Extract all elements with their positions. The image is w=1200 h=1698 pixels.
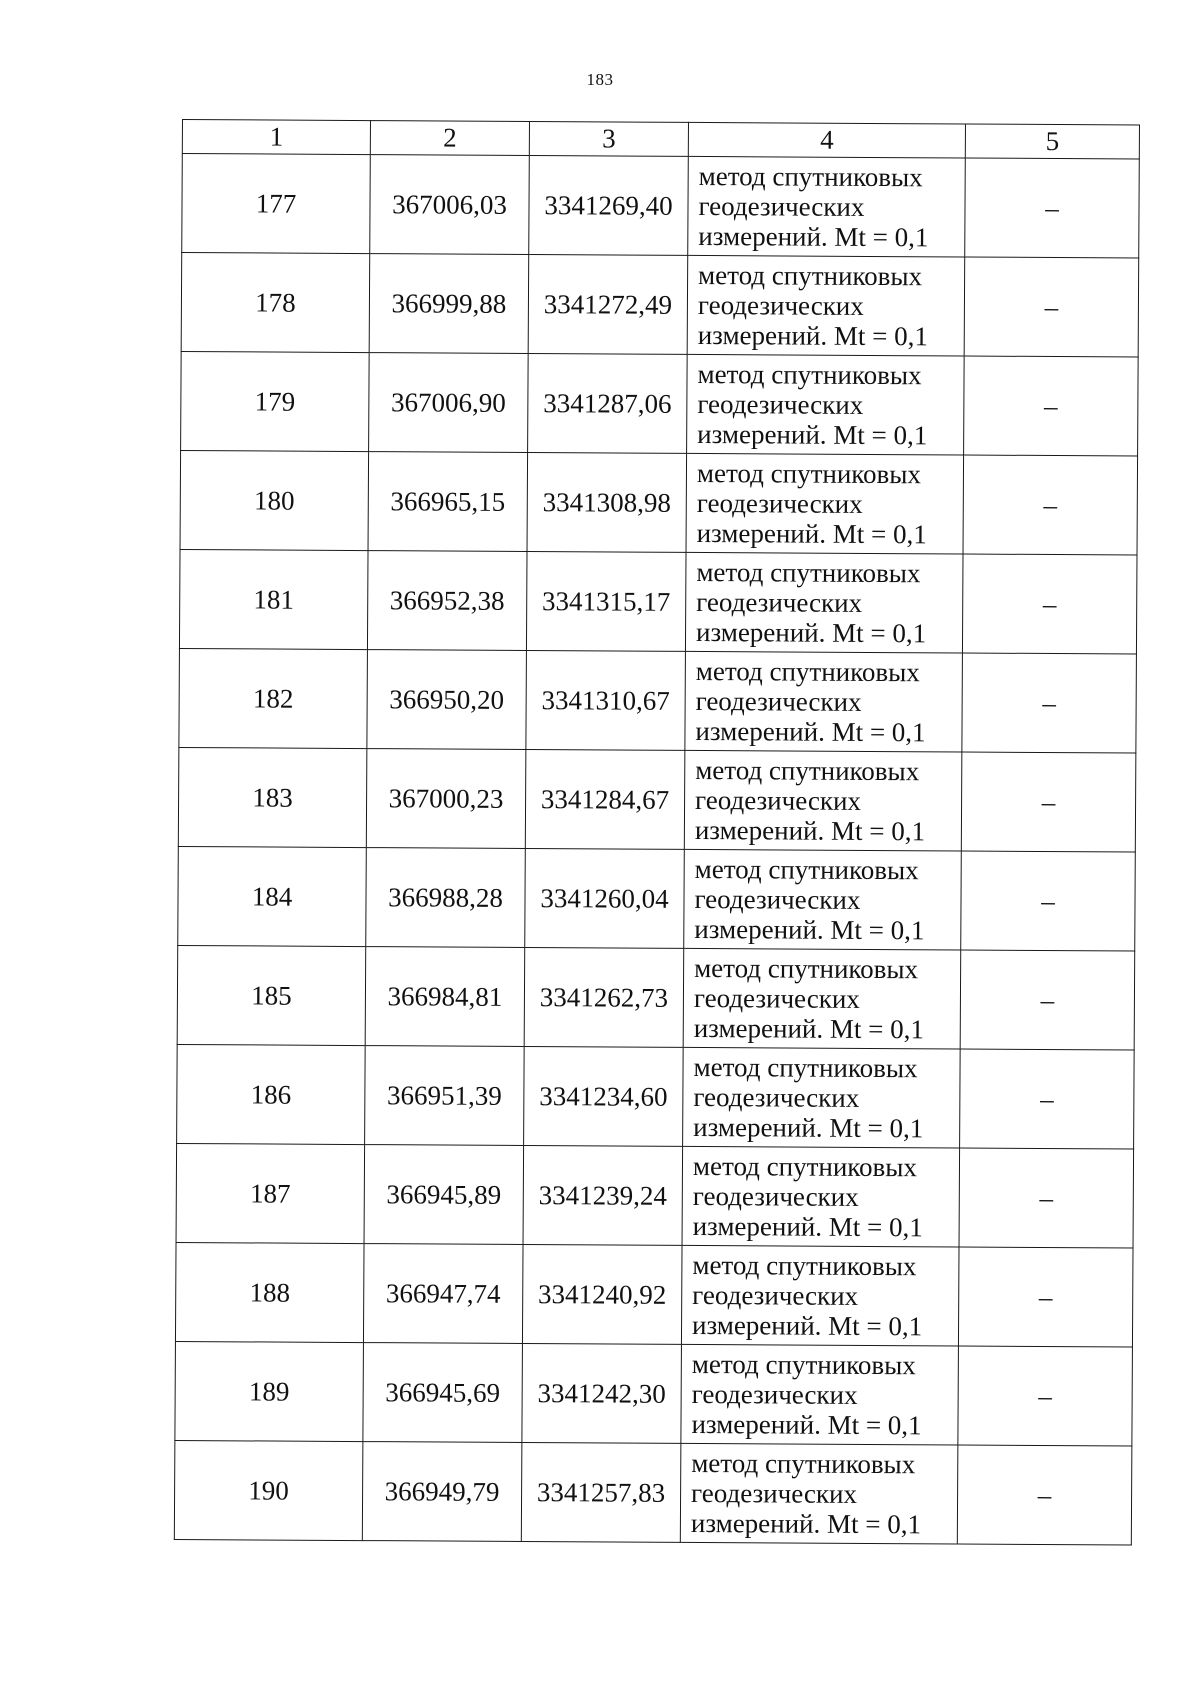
- method-line: геодезических: [696, 487, 863, 519]
- point-number-cell: 189: [175, 1341, 364, 1441]
- point-number-cell: 178: [181, 253, 370, 353]
- coordinates-table-body: [174, 120, 1139, 1545]
- note-cell: –: [962, 554, 1137, 654]
- method-line: измерений. Mt = 0,1: [690, 1508, 922, 1540]
- method-cell: [685, 651, 963, 752]
- method-line: измерений. Mt = 0,1: [693, 1112, 924, 1144]
- table-row: [175, 1341, 1133, 1446]
- header-cell-5: 5: [965, 124, 1139, 159]
- table-row: [179, 549, 1137, 654]
- method-line: измерений. Mt = 0,1: [698, 221, 929, 253]
- table-row: [181, 253, 1139, 358]
- point-number-cell: 179: [181, 351, 370, 451]
- y-coordinate-cell: 3341242,30: [522, 1343, 682, 1443]
- method-line: геодезических: [691, 1378, 858, 1410]
- x-coordinate-cell: 367006,03: [370, 155, 530, 255]
- point-number-cell: 186: [177, 1044, 366, 1144]
- method-line: измерений. Mt = 0,1: [692, 1211, 923, 1243]
- method-line: метод спутниковых: [696, 457, 922, 489]
- note-cell: –: [963, 455, 1138, 555]
- point-number-cell: 183: [178, 747, 367, 847]
- table-row: [180, 450, 1138, 555]
- point-number-cell: 188: [175, 1242, 364, 1342]
- note-cell: –: [958, 1346, 1133, 1446]
- method-line: геодезических: [695, 685, 862, 717]
- method-line: метод спутниковых: [694, 853, 919, 885]
- method-line: метод спутниковых: [693, 1051, 918, 1083]
- method-line: метод спутниковых: [697, 358, 922, 390]
- point-number-cell: 180: [180, 450, 369, 550]
- table-row: [182, 154, 1140, 259]
- method-line: метод спутниковых: [695, 655, 920, 687]
- x-coordinate-cell: 366988,28: [366, 848, 526, 948]
- x-coordinate-cell: 366999,88: [369, 254, 529, 354]
- method-line: геодезических: [692, 1279, 859, 1311]
- table-row: [181, 351, 1139, 456]
- note-cell: –: [960, 950, 1135, 1050]
- table-row: [179, 648, 1137, 753]
- x-coordinate-cell: 366947,74: [363, 1244, 523, 1344]
- point-number-cell: 181: [179, 549, 368, 649]
- method-line: геодезических: [697, 289, 864, 321]
- method-line: измерений. Mt = 0,1: [695, 716, 926, 748]
- y-coordinate-cell: 3341257,83: [521, 1442, 681, 1542]
- note-cell: –: [960, 1049, 1135, 1149]
- header-cell-4: 4: [688, 122, 965, 158]
- method-cell: [686, 453, 964, 554]
- method-line: геодезических: [692, 1180, 859, 1212]
- point-number-cell: 182: [179, 648, 368, 748]
- table-row: [177, 1044, 1135, 1149]
- header-cell-2: 2: [370, 121, 529, 156]
- x-coordinate-cell: 367000,23: [366, 749, 526, 849]
- method-line: измерений. Mt = 0,1: [694, 815, 926, 847]
- method-line: измерений. Mt = 0,1: [695, 617, 927, 649]
- method-line: метод спутниковых: [691, 1348, 916, 1380]
- table-row: [177, 945, 1135, 1050]
- method-line: измерений. Mt = 0,1: [694, 914, 925, 946]
- table-row: [175, 1242, 1133, 1347]
- y-coordinate-cell: 3341240,92: [522, 1244, 682, 1344]
- x-coordinate-cell: 366949,79: [362, 1442, 522, 1542]
- header-cell-3: 3: [529, 122, 688, 157]
- point-number-cell: 190: [174, 1440, 363, 1540]
- y-coordinate-cell: 3341310,67: [526, 650, 686, 750]
- x-coordinate-cell: 366945,69: [363, 1343, 523, 1443]
- table-row: [174, 1440, 1132, 1545]
- method-line: метод спутниковых: [692, 1249, 917, 1281]
- note-cell: –: [964, 356, 1139, 456]
- method-cell: [681, 1245, 959, 1346]
- method-line: измерений. Mt = 0,1: [691, 1409, 922, 1441]
- x-coordinate-cell: 366945,89: [364, 1145, 524, 1245]
- y-coordinate-cell: 3341284,67: [525, 749, 685, 849]
- note-cell: –: [961, 851, 1136, 951]
- method-line: геодезических: [698, 190, 865, 222]
- method-cell: [680, 1443, 958, 1544]
- method-line: геодезических: [691, 1477, 858, 1509]
- table-header-row: [182, 120, 1139, 160]
- table-row: [176, 1143, 1134, 1248]
- method-line: метод спутниковых: [691, 1447, 916, 1479]
- y-coordinate-cell: 3341287,06: [528, 353, 688, 453]
- method-line: геодезических: [697, 388, 864, 420]
- y-coordinate-cell: 3341234,60: [524, 1046, 684, 1146]
- method-line: метод спутниковых: [698, 259, 923, 291]
- method-line: геодезических: [694, 883, 861, 915]
- point-number-cell: 184: [178, 846, 367, 946]
- note-cell: –: [957, 1445, 1132, 1545]
- method-line: метод спутниковых: [698, 160, 923, 192]
- page-number: 183: [586, 70, 614, 89]
- note-cell: –: [962, 653, 1137, 753]
- method-line: метод спутниковых: [692, 1150, 918, 1182]
- note-cell: –: [958, 1247, 1133, 1347]
- table-row: [178, 846, 1136, 951]
- method-cell: [682, 1146, 960, 1247]
- method-line: геодезических: [696, 586, 863, 618]
- method-line: метод спутниковых: [694, 952, 919, 984]
- method-line: измерений. Mt = 0,1: [696, 518, 927, 550]
- y-coordinate-cell: 3341269,40: [529, 156, 689, 256]
- x-coordinate-cell: 367006,90: [369, 353, 529, 453]
- method-cell: [683, 1047, 961, 1148]
- method-line: измерений. Mt = 0,1: [697, 419, 928, 451]
- y-coordinate-cell: 3341315,17: [526, 551, 686, 651]
- x-coordinate-cell: 366950,20: [367, 650, 527, 750]
- method-line: измерений. Mt = 0,1: [693, 1013, 924, 1045]
- method-cell: [684, 849, 962, 950]
- note-cell: –: [959, 1148, 1134, 1248]
- method-cell: [684, 750, 962, 851]
- method-cell: [683, 948, 961, 1049]
- method-line: измерений. Mt = 0,1: [691, 1310, 923, 1342]
- note-cell: –: [964, 257, 1139, 357]
- y-coordinate-cell: 3341262,73: [524, 947, 684, 1047]
- point-number-cell: 187: [176, 1143, 365, 1243]
- method-cell: [687, 354, 965, 455]
- x-coordinate-cell: 366984,81: [365, 947, 525, 1047]
- y-coordinate-cell: 3341308,98: [527, 452, 687, 552]
- method-line: метод спутниковых: [695, 754, 920, 786]
- table-row: [178, 747, 1136, 852]
- method-line: измерений. Mt = 0,1: [697, 320, 928, 352]
- y-coordinate-cell: 3341239,24: [523, 1145, 683, 1245]
- method-line: геодезических: [695, 784, 862, 816]
- method-cell: [688, 156, 966, 257]
- y-coordinate-cell: 3341272,49: [528, 254, 688, 354]
- note-cell: –: [961, 752, 1136, 852]
- method-cell: [687, 255, 965, 356]
- x-coordinate-cell: 366951,39: [365, 1046, 525, 1146]
- method-line: метод спутниковых: [696, 556, 921, 588]
- method-line: геодезических: [693, 1081, 860, 1113]
- note-cell: –: [965, 158, 1140, 258]
- point-number-cell: 177: [182, 154, 371, 254]
- coordinates-table: [174, 119, 1140, 1545]
- method-line: геодезических: [693, 982, 860, 1014]
- point-number-cell: 185: [177, 945, 366, 1045]
- x-coordinate-cell: 366952,38: [367, 551, 527, 651]
- header-cell-1: 1: [182, 120, 370, 155]
- method-cell: [681, 1344, 959, 1445]
- x-coordinate-cell: 366965,15: [368, 452, 528, 552]
- method-cell: [685, 552, 963, 653]
- y-coordinate-cell: 3341260,04: [525, 848, 685, 948]
